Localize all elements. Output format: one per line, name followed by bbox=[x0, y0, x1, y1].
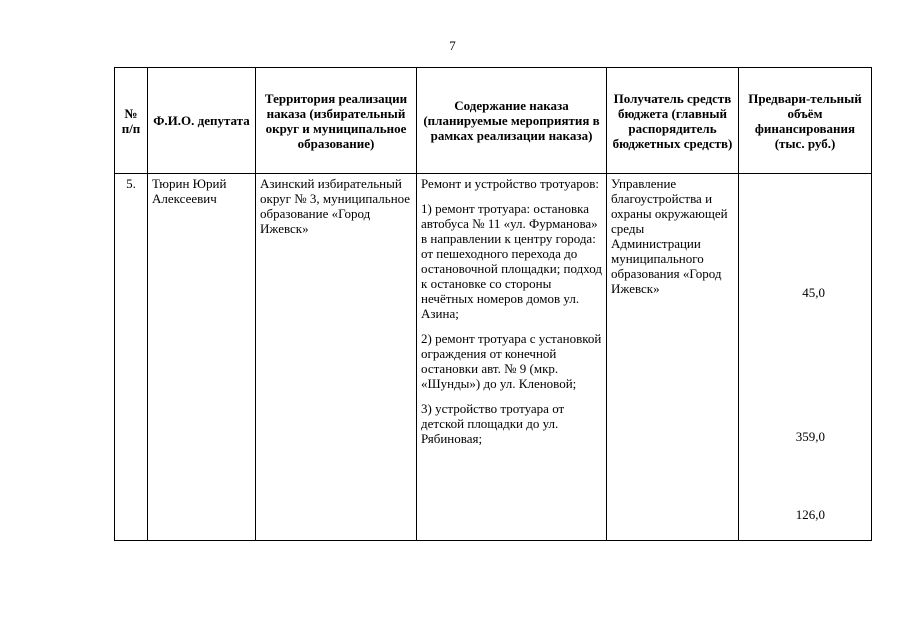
table-row bbox=[115, 174, 872, 541]
content-item-1: 1) ремонт тротуара: остановка автобуса № 11 «ул. Фурманова» в направлении к центру города: от пешеходного перехода до остановочной площадки; подход к остановке со стороны нечётных номеров домов ул. Азина; bbox=[421, 201, 602, 321]
content-intro: Ремонт и устройство тротуаров: bbox=[421, 176, 599, 191]
mandate-content bbox=[417, 174, 607, 541]
mandates-table bbox=[114, 67, 872, 541]
header-territory: Территория реализации наказа (избирательный округ и муниципальное образование) bbox=[256, 68, 417, 174]
amount-item-2: 359,0 bbox=[795, 429, 825, 444]
header-deputy: Ф.И.О. депутата bbox=[148, 68, 256, 174]
table-header-row bbox=[115, 68, 872, 174]
amount-item-1: 45,0 bbox=[802, 285, 825, 300]
content-item-3: 3) устройство тротуара от детской площадки до ул. Рябиновая; bbox=[421, 401, 565, 446]
row-number: 5. bbox=[115, 174, 148, 541]
page-number: 7 bbox=[449, 38, 456, 53]
header-content: Содержание наказа (планируемые мероприятия в рамках реализации наказа) bbox=[417, 68, 607, 174]
header-financing: Предвари-тельный объём финансирования (тыс. руб.) bbox=[739, 68, 872, 174]
content-item-2: 2) ремонт тротуара с установкой ограждения от конечной остановки авт. № 9 (мкр. «Шунды») до ул. Кленовой; bbox=[421, 331, 602, 391]
budget-recipient: Управление благоустройства и охраны окружающей среды Администрации муниципального образования «Город Ижевск» bbox=[607, 174, 739, 541]
deputy-name: Тюрин Юрий Алексеевич bbox=[148, 174, 256, 541]
territory: Азинский избирательный округ № 3, муниципальное образование «Город Ижевск» bbox=[256, 174, 417, 541]
financing-amounts bbox=[739, 174, 872, 541]
header-number: № п/п bbox=[115, 68, 148, 174]
amount-item-3: 126,0 bbox=[795, 507, 825, 522]
header-recipient: Получатель средств бюджета (главный распорядитель бюджетных средств) bbox=[607, 68, 739, 174]
